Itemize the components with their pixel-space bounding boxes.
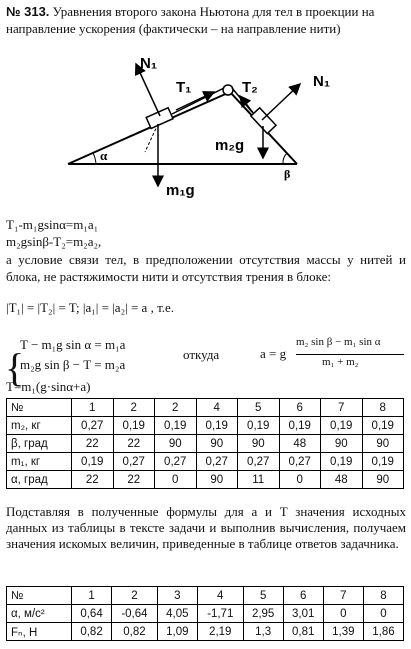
label-alpha: α xyxy=(100,148,108,163)
table-cell: 0,19 xyxy=(238,417,280,435)
table-cell: 5 xyxy=(238,399,280,417)
magnitudes-line: |T₁| = |T₂| = T; |a₁| = |a₂| = a , т.е. xyxy=(6,300,175,315)
problem-header xyxy=(6,3,406,37)
table-cell: 0,27 xyxy=(155,453,197,471)
system-brace: { xyxy=(5,345,25,390)
equation-2: m₂gsinβ-T₂=m₂a₂, xyxy=(6,234,102,249)
conclusion-paragraph: Подставляя в полученные формулы для a и T значения исходных данных из таблицы в тексте задачи и выполнив вычисления, получаем значения искомых величин, приведенные в таблице ответов задачника. xyxy=(6,504,406,551)
table-cell: 90 xyxy=(196,471,238,489)
row-header-cell: β, град xyxy=(7,435,72,453)
system-eq-1: T − m₁g sin α = m₁a xyxy=(20,337,126,352)
input-data-table xyxy=(6,398,404,489)
system-eq-2: m₂g sin β − T = m₂a xyxy=(20,357,126,372)
row-header-cell: m₂, кг xyxy=(7,417,72,435)
table-cell: 6 xyxy=(279,399,321,417)
table-cell: 0,81 xyxy=(283,623,323,641)
table-cell: 0,19 xyxy=(113,417,155,435)
row-header-cell: № xyxy=(7,399,72,417)
table-row xyxy=(7,471,404,489)
a-denominator: m₁ + m₂ xyxy=(322,356,359,368)
row-header-cell: α, м/с² xyxy=(7,605,72,623)
a-numerator: m₂ sin β − m₁ sin α xyxy=(296,336,381,348)
table-cell: 0,27 xyxy=(72,417,114,435)
table-cell: 2,95 xyxy=(243,605,283,623)
label-T2: T₂ xyxy=(242,79,258,96)
otkuda-label: откуда xyxy=(183,347,220,362)
table-header-row xyxy=(7,399,404,417)
label-N1-right: N₁ xyxy=(313,73,331,90)
row-header-cell: № xyxy=(7,587,72,605)
tension-formula: T=m₁(g·sinα+a) xyxy=(6,379,91,394)
table-cell: 22 xyxy=(72,435,114,453)
table-cell: 48 xyxy=(279,435,321,453)
table-header-row xyxy=(7,587,404,605)
acceleration-formula xyxy=(260,336,408,376)
normal-force-2-arrow xyxy=(262,84,300,120)
table-cell: 22 xyxy=(72,471,114,489)
table-cell: 4,05 xyxy=(157,605,197,623)
label-T1: T₁ xyxy=(176,79,192,96)
table-cell: 90 xyxy=(321,435,363,453)
table-cell: 1,86 xyxy=(363,623,403,641)
table-cell: 22 xyxy=(113,471,155,489)
table-cell: 90 xyxy=(362,471,404,489)
label-beta: β xyxy=(284,167,291,181)
table-cell: 0,27 xyxy=(279,453,321,471)
table-cell: 1 xyxy=(72,587,112,605)
table-cell: 5 xyxy=(243,587,283,605)
table-cell: 1,39 xyxy=(323,623,363,641)
table-cell: 0,27 xyxy=(238,453,280,471)
physics-diagram xyxy=(0,40,411,210)
table-cell: 0,82 xyxy=(72,623,112,641)
table-row xyxy=(7,623,404,641)
table-row xyxy=(7,417,404,435)
table-cell: 0,19 xyxy=(321,453,363,471)
table-cell: 11 xyxy=(238,471,280,489)
table-cell: 0 xyxy=(363,605,403,623)
table-cell: 48 xyxy=(321,471,363,489)
table-row xyxy=(7,453,404,471)
table-cell: -1,71 xyxy=(197,605,243,623)
table-row xyxy=(7,435,404,453)
table-cell: 8 xyxy=(362,399,404,417)
table-cell: 3,01 xyxy=(283,605,323,623)
table-cell: 0,82 xyxy=(112,623,158,641)
table-cell: 0 xyxy=(155,471,197,489)
beta-arc xyxy=(283,153,287,164)
equation-1: T₁-m₁gsinα=m₁a₁ xyxy=(6,217,99,232)
table-cell: 22 xyxy=(113,435,155,453)
table-cell: 7 xyxy=(323,587,363,605)
problem-title: Уравнения второго закона Ньютона для тел в проекции на направление ускорения (фактически – на направление нити) xyxy=(6,4,375,36)
row-header-cell: Fₙ, Н xyxy=(7,623,72,641)
table-cell: 0,27 xyxy=(196,453,238,471)
table-cell: 1 xyxy=(72,399,114,417)
table-cell: 0,19 xyxy=(72,453,114,471)
table-cell: 2 xyxy=(112,587,158,605)
condition-text: а условие связи тел, в предположении отсутствия массы у нитей и блока, не растяжимости нити и отсутствия трения в блоке: xyxy=(6,252,406,284)
pulley xyxy=(223,85,233,95)
table-cell: 2 xyxy=(155,399,197,417)
table-cell: 0,19 xyxy=(362,417,404,435)
table-cell: 90 xyxy=(196,435,238,453)
table-cell: 8 xyxy=(363,587,403,605)
table-cell: 0,64 xyxy=(72,605,112,623)
table-cell: 0 xyxy=(279,471,321,489)
table-cell: 0,19 xyxy=(155,417,197,435)
table-cell: 4 xyxy=(196,399,238,417)
answers-table xyxy=(6,586,404,641)
table-cell: 0,19 xyxy=(196,417,238,435)
block-m1 xyxy=(146,108,173,129)
row-header-cell: m₁, кг xyxy=(7,453,72,471)
table-cell: 90 xyxy=(362,435,404,453)
table-cell: 2 xyxy=(113,399,155,417)
a-lhs: a = g xyxy=(260,346,287,361)
table-cell: -0,64 xyxy=(112,605,158,623)
table-cell: 90 xyxy=(238,435,280,453)
problem-number: № 313. xyxy=(6,4,50,19)
table-cell: 0,19 xyxy=(362,453,404,471)
table-cell: 7 xyxy=(321,399,363,417)
table-cell: 90 xyxy=(155,435,197,453)
label-m2g: m₂g xyxy=(215,137,245,154)
table-row xyxy=(7,605,404,623)
table-cell: 1,3 xyxy=(243,623,283,641)
table-cell: 3 xyxy=(157,587,197,605)
table-cell: 0,19 xyxy=(321,417,363,435)
table-cell: 0 xyxy=(323,605,363,623)
table-cell: 2,19 xyxy=(197,623,243,641)
alpha-arc xyxy=(93,153,96,164)
table-cell: 6 xyxy=(283,587,323,605)
row-header-cell: α, град xyxy=(7,471,72,489)
table-cell: 0,27 xyxy=(113,453,155,471)
left-incline xyxy=(68,92,230,164)
table-cell: 1,09 xyxy=(157,623,197,641)
table-cell: 0,19 xyxy=(279,417,321,435)
table-cell: 4 xyxy=(197,587,243,605)
label-N1-left: N₁ xyxy=(140,55,158,72)
label-m1g: m₁g xyxy=(166,182,195,199)
